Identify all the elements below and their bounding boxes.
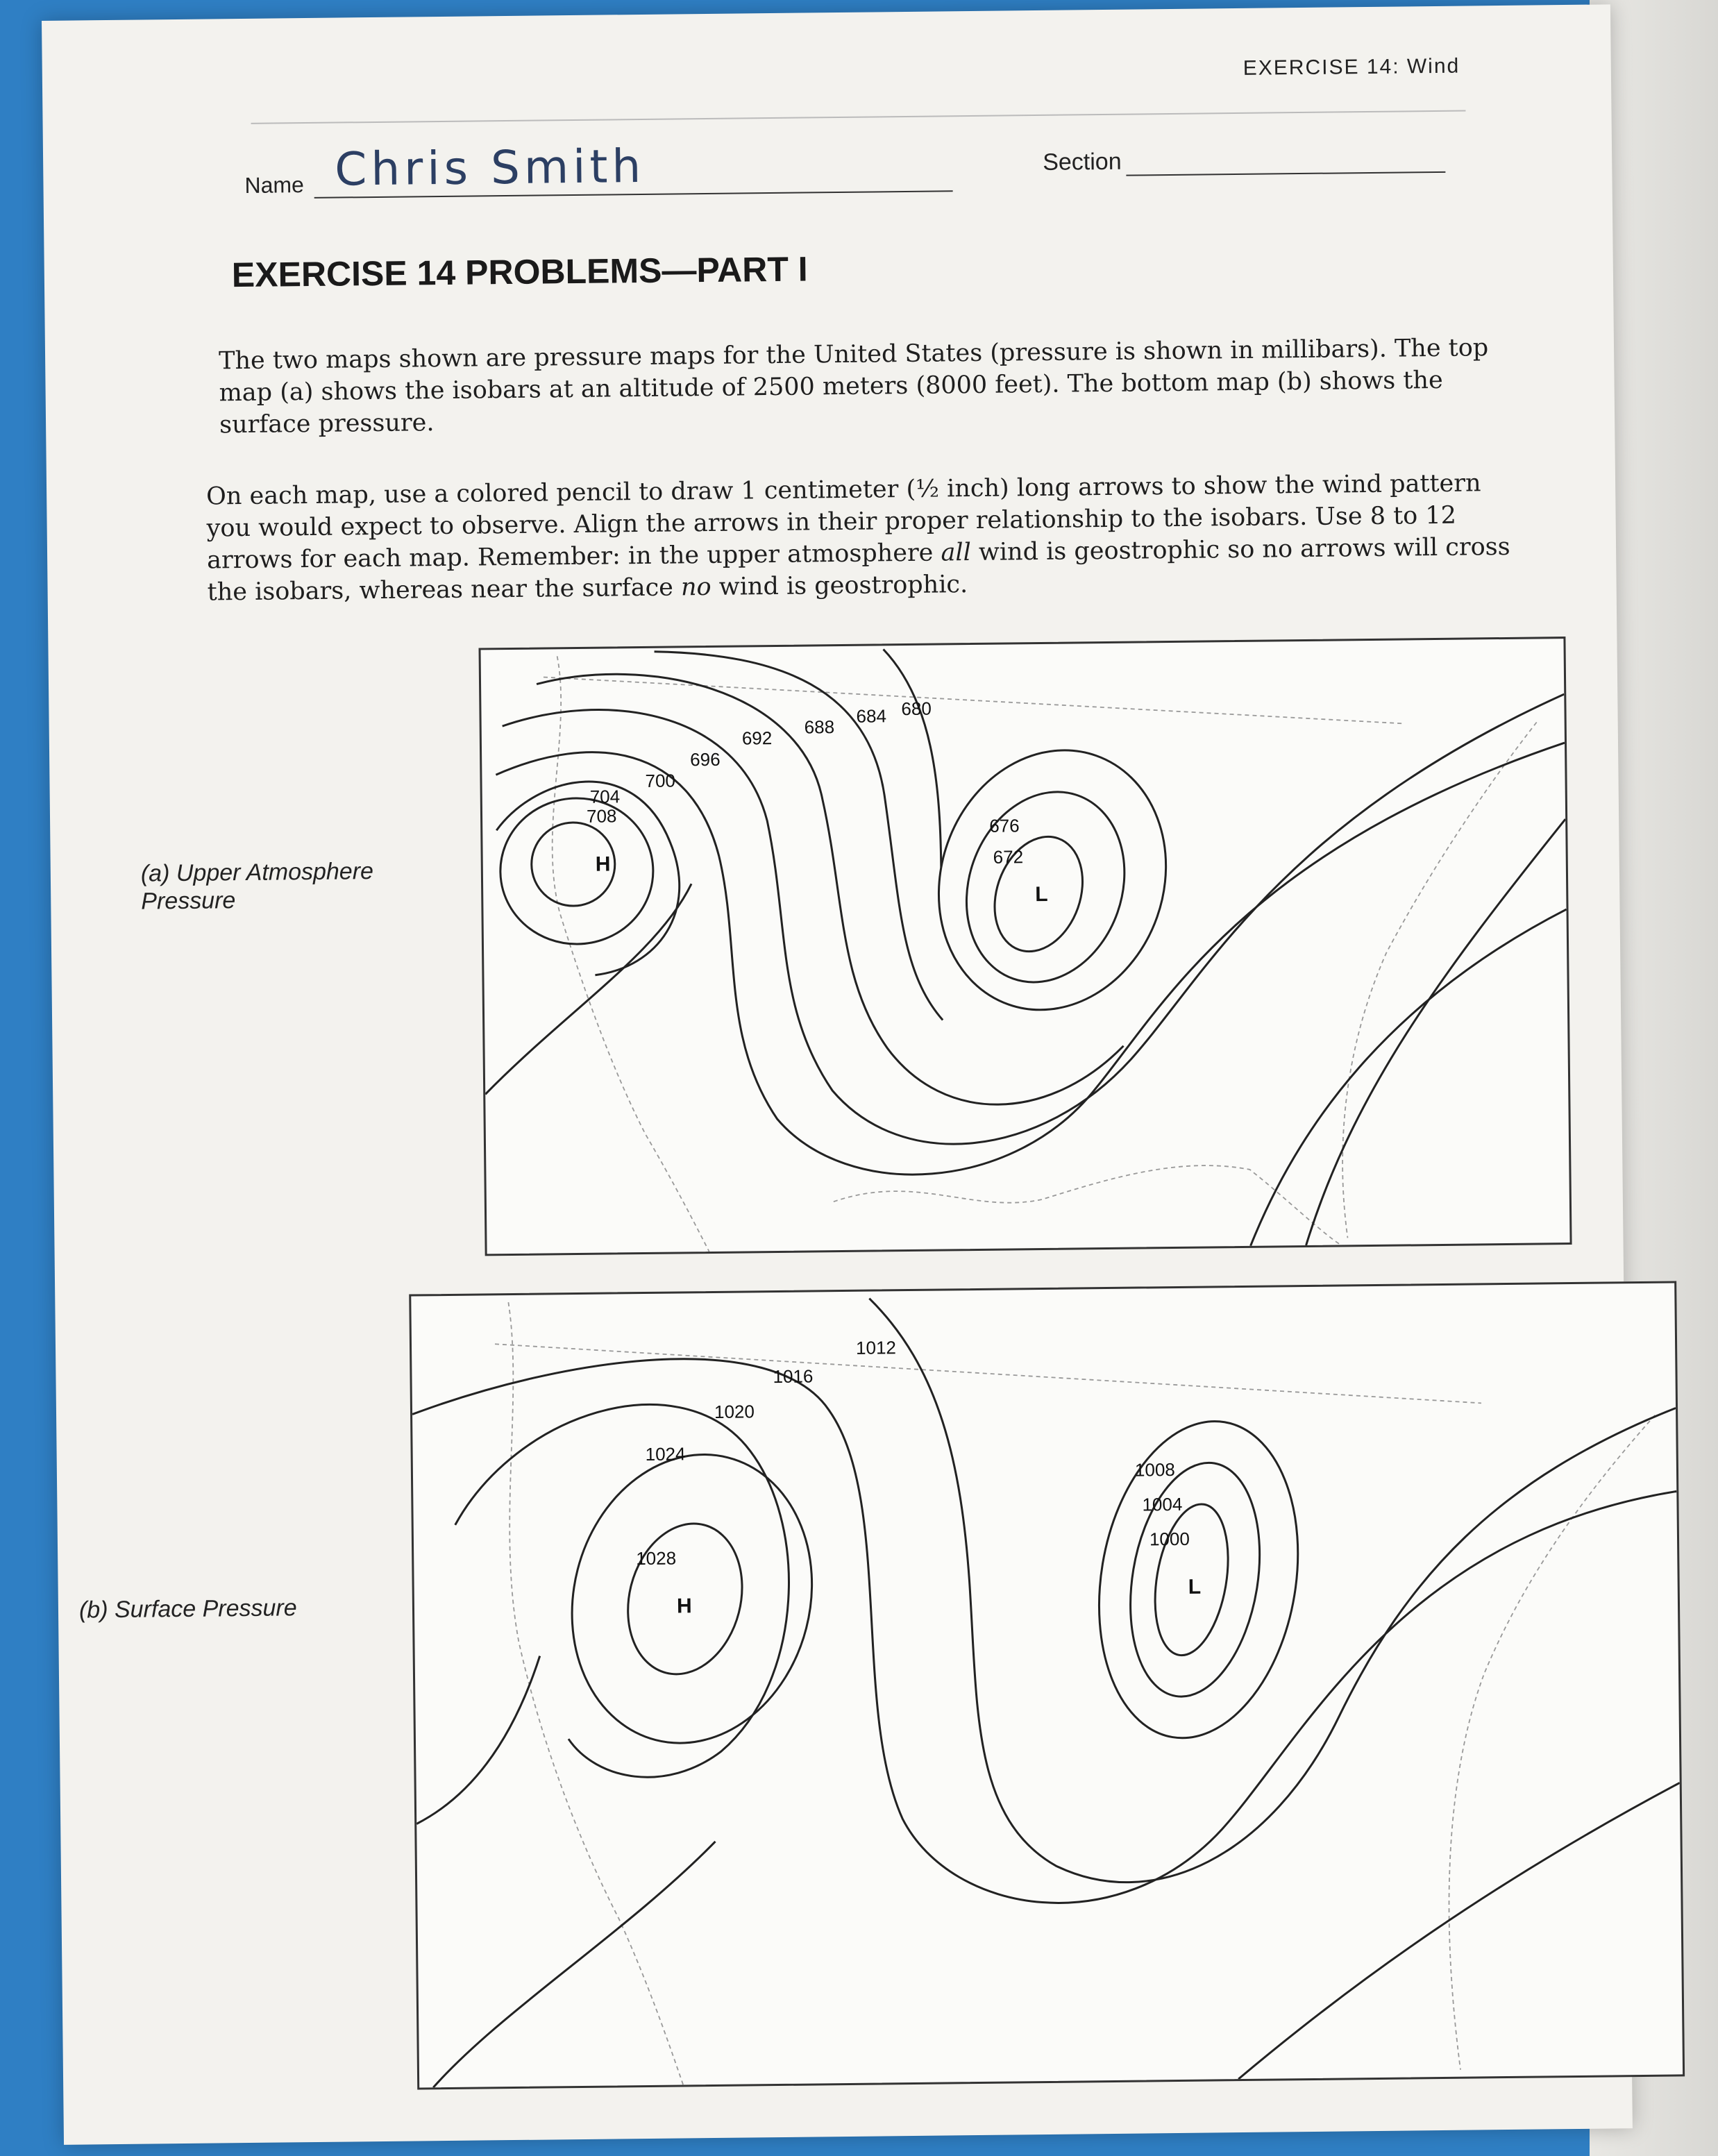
border-line — [544, 668, 1405, 732]
isobar-label-680: 680 — [901, 698, 932, 720]
isobar-label-1000: 1000 — [1149, 1528, 1190, 1550]
east-coast — [1338, 723, 1542, 1238]
isobar-label-696: 696 — [690, 748, 721, 770]
exercise-header: EXERCISE 14: Wind — [1243, 54, 1460, 80]
isobar-southeast — [1247, 909, 1570, 1246]
isobar-label-708: 708 — [586, 805, 617, 827]
isobar-label-676: 676 — [989, 815, 1020, 836]
instructions-text: wind is geostrophic so no arrows will cross the isobars, whereas near the surface — [207, 532, 1510, 607]
page-title: EXERCISE 14 PROBLEMS—PART I — [231, 249, 808, 295]
isobar-label-1028: 1028 — [636, 1547, 677, 1569]
name-label: Name — [244, 172, 305, 198]
high-pressure-marker: H — [595, 852, 611, 876]
isobar-east — [1302, 819, 1569, 1245]
name-field[interactable]: Chris Smith — [334, 139, 646, 196]
border-line — [495, 1333, 1481, 1413]
isobar-west — [415, 1656, 542, 1824]
map-a-label-line-1: (a) Upper Atmosphere — [140, 858, 374, 887]
isobar-label-692: 692 — [741, 727, 773, 749]
isobar-696 — [496, 742, 1569, 1179]
low-pressure-marker: L — [1188, 1575, 1202, 1599]
isobar-704 — [500, 798, 654, 945]
isobar-label-1012: 1012 — [855, 1337, 897, 1358]
worksheet-page — [42, 4, 1633, 2144]
map-a-svg — [481, 639, 1570, 1254]
isobar-label-684: 684 — [856, 705, 887, 727]
map-a-label-line-2: Pressure — [141, 887, 236, 915]
isobar-label-704: 704 — [589, 786, 621, 807]
isobar-label-1008: 1008 — [1134, 1459, 1175, 1481]
instructions-paragraph-1: The two maps shown are pressure maps for the United States (pressure is shown in millibars). The top map (a) shows the isobars at an altitude of 2500 meters (8000 feet). The bottom map (b) shows the surface pressure. — [218, 334, 1489, 439]
header-rule — [251, 110, 1466, 124]
instructions-paragraph-2 — [206, 467, 1513, 609]
isobar-southwest — [431, 1842, 718, 2087]
isobar-label-1024: 1024 — [645, 1443, 686, 1465]
isobar-680 — [884, 649, 941, 868]
map-b-svg — [411, 1283, 1683, 2087]
isobar-label-700: 700 — [645, 770, 676, 791]
isobar-label-1016: 1016 — [773, 1365, 814, 1388]
emphasis-all: all — [941, 539, 971, 567]
instructions-text: wind is geostrophic. — [711, 571, 968, 601]
isobar-label-1020: 1020 — [714, 1401, 755, 1422]
isobar-1020 — [454, 1403, 791, 1779]
map-b-label: (b) Surface Pressure — [78, 1594, 297, 1624]
high-pressure-marker: H — [676, 1594, 692, 1618]
low-pressure-marker: L — [1035, 882, 1048, 907]
emphasis-no: no — [680, 573, 711, 602]
instructions-text: On each map, use a colored pencil to draw 1 centimeter (½ inch) long arrows to show the wind pattern you would expect to observe. Align the arrows in their proper relationship to the isobars. Use 8 to 12 arrows for each map. Remember: in the upper atmosphere — [205, 469, 1481, 575]
section-field[interactable] — [1126, 171, 1445, 176]
isobar-1016 — [412, 1349, 1681, 1910]
isobar-1012 — [869, 1290, 1681, 1885]
gulf-coast — [833, 1164, 1340, 1250]
coastline — [550, 655, 709, 1253]
isobar-label-672: 672 — [993, 846, 1024, 868]
isobar-684 — [655, 649, 943, 1023]
isobar-label-688: 688 — [804, 716, 835, 738]
map-b-surface[interactable] — [409, 1281, 1685, 2089]
isobar-1024 — [541, 1429, 843, 1769]
coastline — [507, 1301, 683, 2087]
isobar-676 — [904, 718, 1201, 1041]
map-a-label — [141, 857, 374, 916]
section-label: Section — [1043, 148, 1122, 176]
east-coast — [1444, 1415, 1662, 2070]
isobar-east — [1236, 1783, 1683, 2079]
isobar-label-1004: 1004 — [1142, 1493, 1183, 1515]
map-a-upper-atmosphere[interactable] — [478, 637, 1572, 1256]
isobar-692 — [502, 694, 1569, 1149]
